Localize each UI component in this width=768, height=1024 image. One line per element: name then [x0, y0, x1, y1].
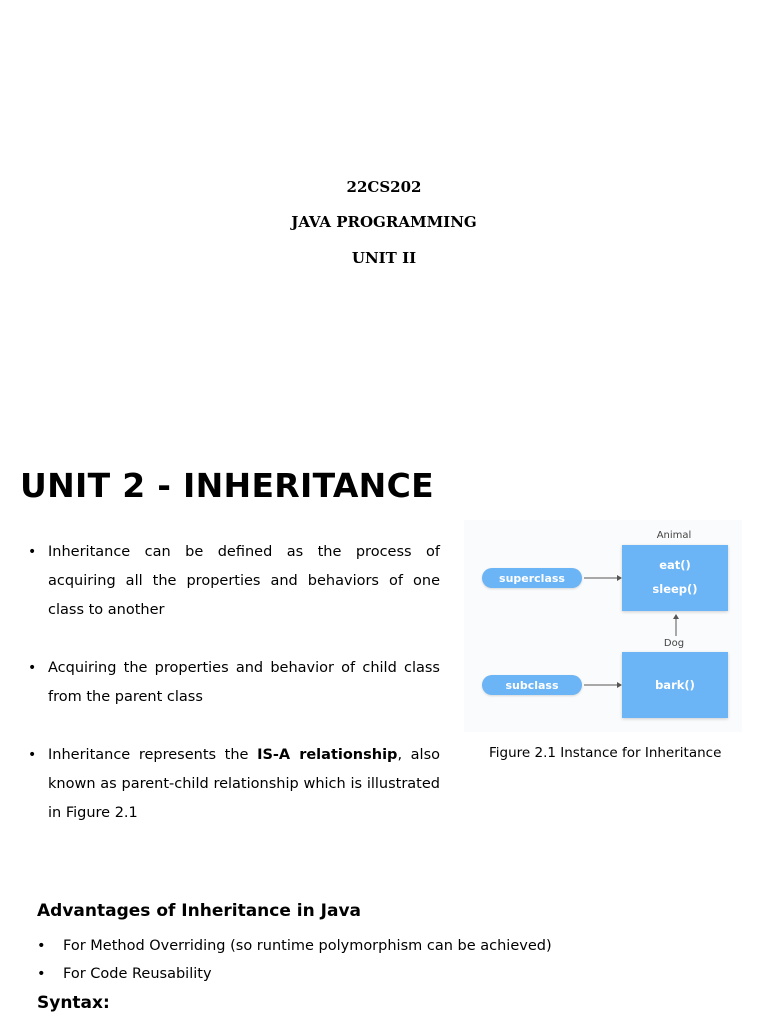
bullet-text: Inheritance can be defined as the process of acquiring all the properties and behaviors of one class to another: [48, 544, 440, 618]
advantage-text: For Method Overriding (so runtime polymorphism can be achieved): [63, 938, 552, 954]
course-name: JAVA PROGRAMMING: [291, 213, 477, 231]
bullet-dot-icon: •: [28, 660, 37, 676]
bullet-dot-icon: •: [37, 966, 46, 982]
list-item: [37, 960, 552, 988]
inheritance-diagram: [464, 520, 742, 732]
animal-class-label: Animal: [656, 530, 692, 541]
unit-label: UNIT II: [351, 249, 417, 267]
method-sleep: sleep(): [652, 582, 698, 596]
animal-class-box: [622, 545, 728, 611]
superclass-arrow-icon: [584, 572, 624, 584]
method-eat: eat(): [659, 558, 691, 572]
bullet-text: Acquiring the properties and behavior of child class from the parent class: [48, 660, 440, 705]
bullet-text: [48, 747, 440, 821]
advantage-text: For Code Reusability: [63, 966, 212, 982]
list-item: [37, 932, 552, 960]
course-code: 22CS202: [346, 178, 422, 196]
section-title: UNIT 2 - INHERITANCE: [20, 466, 434, 505]
list-item: [28, 741, 440, 828]
subclass-pill: subclass: [482, 675, 582, 695]
dog-class-label: Dog: [663, 638, 685, 649]
advantages-heading: Advantages of Inheritance in Java: [37, 901, 362, 921]
advantages-list: [37, 932, 552, 988]
figure-caption: Figure 2.1 Instance for Inheritance: [489, 745, 722, 761]
inheritance-arrow-up-icon: [669, 614, 683, 638]
inheritance-bullet-list: [28, 538, 440, 857]
dog-class-box: [622, 652, 728, 718]
bullet-text-post: , also known as parent-child relationship which is illustrated in Figure 2.1: [48, 747, 440, 821]
list-item: [28, 538, 440, 625]
bullet-dot-icon: •: [37, 938, 46, 954]
bullet-text-pre: Inheritance represents the: [48, 747, 258, 763]
method-bark: bark(): [655, 678, 695, 692]
subclass-arrow-icon: [584, 679, 624, 691]
bullet-dot-icon: •: [28, 747, 37, 763]
superclass-pill: superclass: [482, 568, 582, 588]
bullet-dot-icon: •: [28, 544, 37, 560]
syntax-heading: Syntax:: [37, 993, 110, 1013]
list-item: [28, 654, 440, 712]
is-a-relationship-term: IS-A relationship: [257, 747, 398, 763]
